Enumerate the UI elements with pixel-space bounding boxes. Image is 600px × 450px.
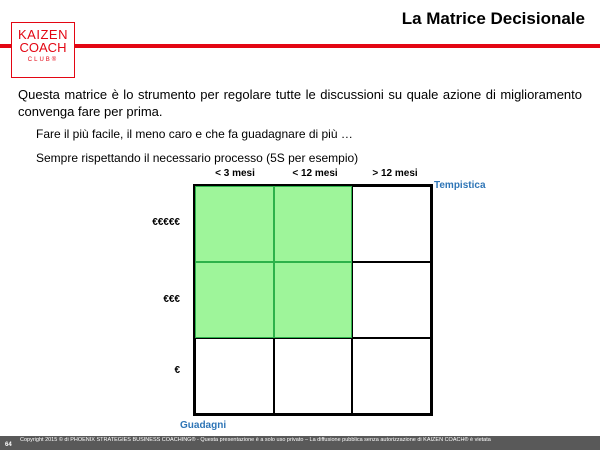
- matrix-cell-r2-c2: [274, 262, 353, 338]
- bullet-2: Sempre rispettando il necessario processo (5S per esempio): [36, 151, 359, 165]
- row-header-low-gain: €: [174, 365, 180, 376]
- bullet-1: Fare il più facile, il meno caro e che fa guadagnare di più …: [36, 127, 353, 141]
- matrix-cell-r1-c3: [352, 186, 431, 262]
- matrix-cell-r3-c2: [274, 338, 353, 414]
- matrix-cell-r2-c3: [352, 262, 431, 338]
- slide-title: La Matrice Decisionale: [401, 9, 585, 28]
- decision-matrix: [193, 184, 433, 416]
- footer-bar: [0, 436, 600, 450]
- logo-line-coach: COACH: [19, 40, 67, 55]
- intro-paragraph: Questa matrice è lo strumento per regolare tutte le discussioni su quale azione di miglioramento convenga fare per prima.: [18, 87, 582, 119]
- page-number: 64: [5, 442, 12, 448]
- header-red-rule: [0, 44, 600, 48]
- kaizen-coach-logo: [11, 22, 75, 78]
- row-header-medium-gain: €€€: [163, 294, 180, 305]
- matrix-cell-r2-c1: [195, 262, 274, 338]
- column-header-over-12-months: > 12 mesi: [372, 168, 418, 179]
- matrix-cell-r3-c1: [195, 338, 274, 414]
- matrix-cell-r3-c3: [352, 338, 431, 414]
- row-header-high-gain: €€€€€: [152, 217, 180, 228]
- matrix-cell-r1-c2: [274, 186, 353, 262]
- column-header-under-12-months: < 12 mesi: [292, 168, 338, 179]
- y-axis-label: Guadagni: [180, 420, 227, 431]
- matrix-cell-r1-c1: [195, 186, 274, 262]
- logo-line-club: CLUB®: [27, 57, 59, 63]
- logo-line-kaizen: KAIZEN: [18, 27, 68, 42]
- column-header-under-3-months: < 3 mesi: [215, 168, 255, 179]
- copyright-text: Copyright 2015 © di PHOENIX STRATEGIES BUSINESS COACHING® - Questa presentazione è a solo uso privato – La diffusione pubblica senza autorizzazione di KAIZEN COACH® è vietata: [20, 437, 491, 443]
- x-axis-label: Tempistica: [434, 180, 486, 191]
